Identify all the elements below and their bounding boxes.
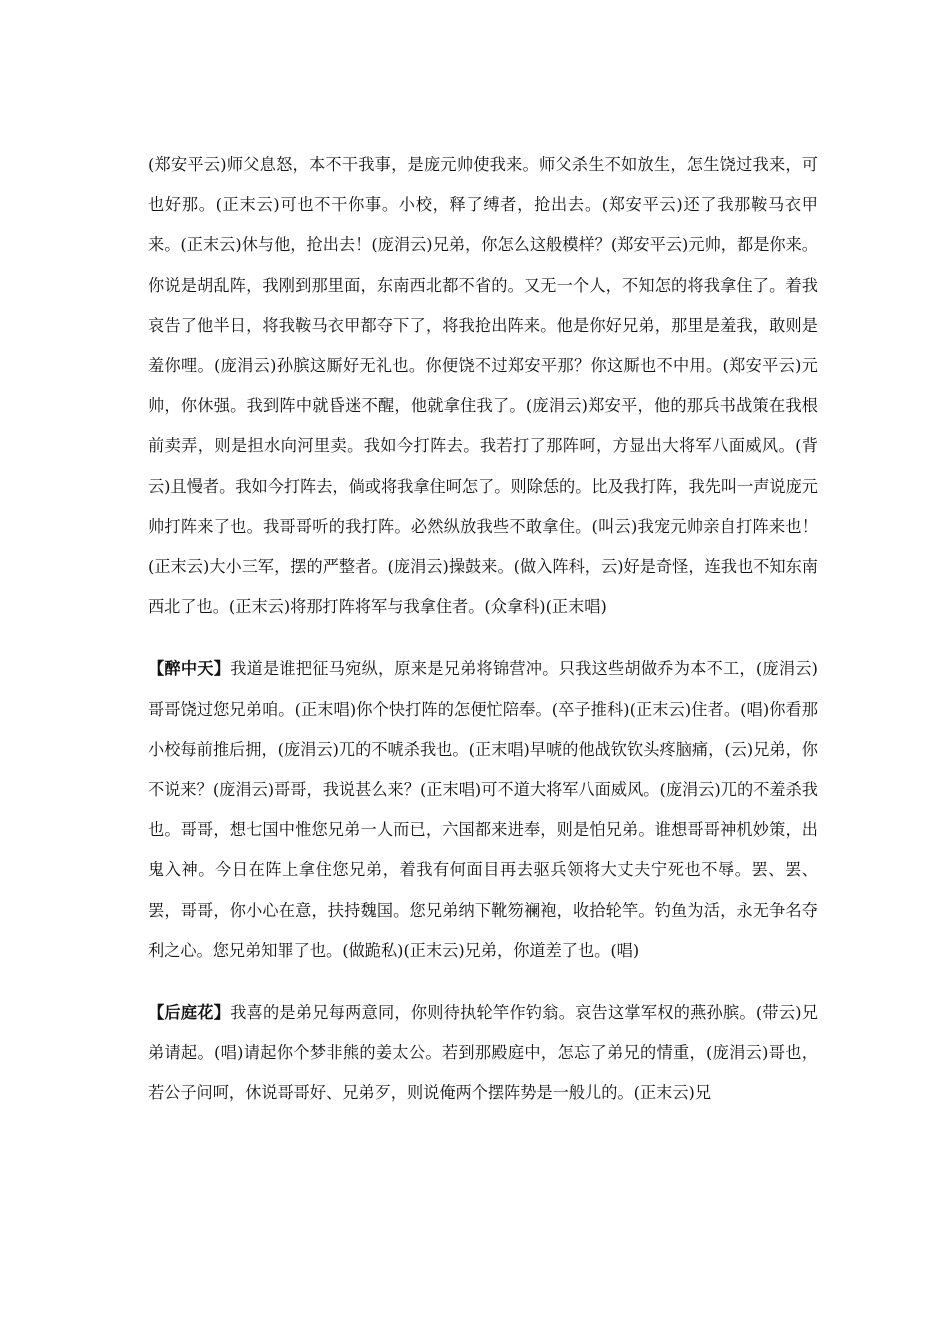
qupai-title: 【后庭花】	[148, 1003, 231, 1023]
paragraph-text: (郑安平云)师父息怒，本不干我事，是庞元帅使我来。师父杀生不如放生，怎生饶过我来，可也好那。(正末云)可也不干你事。小校，释了缚者，抢出去。(郑安平云)还了我那鞍马衣甲来。(正末云)休与他，抢出去！(庞涓云)兄弟，你怎么这般模样？(郑安平云)元帅，都是你来。你说是胡乱阵，我刚到那里面，东南西北都不省的。又无一个人，不知怎的将我拿住了。着我哀告了他半日，将我鞍马衣甲都夺下了，将我抢出阵来。他是你好兄弟，那里是羞我，敢则是羞你哩。(庞涓云)孙膑这厮好无礼也。你便饶不过郑安平那？你这厮也不中用。(郑安平云)元帅，你休强。我到阵中就昏迷不醒，他就拿住我了。(庞涓云)郑安平，他的那兵书战策在我根前卖弄，则是担水向河里卖。我如今打阵去。我若打了那阵呵，方显出大将军八面威风。(背云)且慢者。我如今打阵去，倘或将我拿住呵怎了。则除恁的。比及我打阵，我先叫一声说庞元帅打阵来了也。我哥哥听的我打阵。必然纵放我些不敢拿住。(叫云)我宠元帅亲自打阵来也！(正末云)大小三军，摆的严整者。(庞涓云)操鼓来。(做入阵科，云)好是奇怪，连我也不知东南西北了也。(正末云)将那打阵将军与我拿住者。(众拿科)(正末唱)	[148, 155, 818, 617]
paragraph-text: 我喜的是弟兄每两意同，你则待执轮竿作钓翁。哀告这掌军权的燕孙膑。(带云)兄弟请起。(唱)请起你个梦非熊的姜太公。若到那殿庭中，怎忘了弟兄的情重，(庞涓云)哥也，若公子问呵，休说哥哥好、兄弟歹，则说俺两个摆阵势是一般儿的。(正末云)兄	[148, 1003, 818, 1103]
paragraph-2	[148, 649, 818, 971]
document-body	[148, 145, 818, 1114]
paragraph-3	[148, 993, 818, 1114]
paragraph-text: 我道是谁把征马宛纵，原来是兄弟将锦营冲。只我这些胡做乔为本不工，(庞涓云)哥哥饶过您兄弟咱。(正末唱)你个快打阵的怎便忙陪奉。(卒子推科)(正末云)住者。(唱)你看那小校每前推后拥，(庞涓云)兀的不唬杀我也。(正末唱)早唬的他战钦钦头疼脑痛，(云)兄弟，你不说来？(庞涓云)哥哥，我说甚么来？(正末唱)可不道大将军八面威风。(庞涓云)兀的不羞杀我也。哥哥，想七国中惟您兄弟一人而已，六国都来进奉，则是怕兄弟。谁想哥哥神机妙策，出鬼入神。今日在阵上拿住您兄弟，着我有何面目再去驱兵领将大丈夫宁死也不辱。罢、罢、罢，哥哥，你小心在意，扶持魏国。您兄弟纳下靴笏襕袍，收拾轮竿。钓鱼为活，永无争名夺利之心。您兄弟知罪了也。(做跪私)(正末云)兄弟，你道差了也。(唱)	[148, 659, 818, 960]
paragraph-1	[148, 145, 818, 627]
qupai-title: 【醉中天】	[148, 659, 231, 679]
